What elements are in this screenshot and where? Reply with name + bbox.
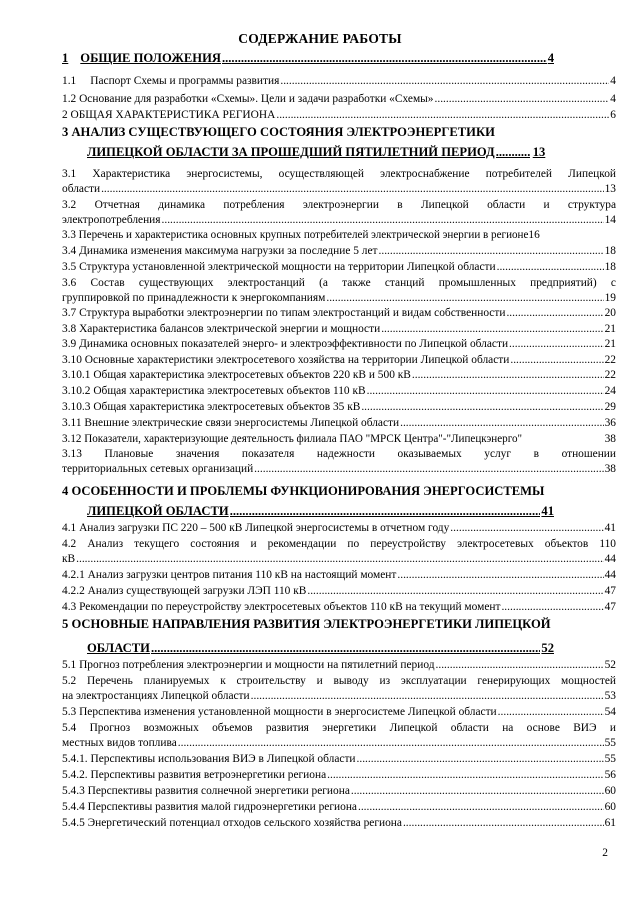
dot-leader bbox=[501, 601, 603, 614]
dot-leader bbox=[381, 323, 603, 336]
toc-entry[interactable] bbox=[62, 338, 616, 351]
toc-entry-text: 5.3 Перспектива изменения установленной мощности в энергосистеме Липецкой области bbox=[62, 706, 497, 718]
toc-entry-page: 61 bbox=[604, 817, 616, 829]
toc-entry[interactable] bbox=[62, 199, 616, 227]
toc-entry-text-line1: 5.2 Перечень планируемых к строительству и выводу из эксплуатации генерирующих мощностей bbox=[62, 675, 616, 687]
dot-leader bbox=[101, 183, 604, 196]
toc-entry-text: 3.9 Динамика основных показателей энерго- и электроэффективности по Липецкой области bbox=[62, 338, 509, 350]
toc-entry-text: 3.5 Структура установленной электрической мощности на территории Липецкой области bbox=[62, 261, 496, 273]
toc-entry-page: 13 bbox=[532, 145, 546, 159]
toc-entry-page: 4 bbox=[610, 93, 616, 105]
toc-entry-text-line2: местных видов топлива bbox=[62, 737, 177, 749]
toc-entry-page: 18 bbox=[604, 245, 616, 257]
dot-leader bbox=[497, 261, 604, 274]
toc-entry-page: 20 bbox=[604, 307, 616, 319]
toc-entry-page: 47 bbox=[604, 601, 616, 613]
toc-entry[interactable] bbox=[62, 125, 616, 160]
toc-entry[interactable] bbox=[62, 51, 616, 66]
toc-entry-text: 5.4.4 Перспективы развития малой гидроэнергетики региона bbox=[62, 801, 357, 813]
toc-entry[interactable] bbox=[62, 417, 616, 430]
dot-leader bbox=[506, 307, 603, 320]
toc-entry-text: 4.1 Анализ загрузки ПС 220 – 500 кВ Липецкой энергосистемы в отчетном году bbox=[62, 522, 450, 534]
toc-entry-text: 3.3 Перечень и характеристика основных крупных потребителей электрической энергии в регионе bbox=[62, 229, 529, 241]
dot-leader bbox=[326, 292, 603, 305]
toc-entry-number: 1 bbox=[62, 51, 69, 65]
dot-leader bbox=[230, 504, 541, 519]
toc-entry-page: 14 bbox=[604, 214, 616, 226]
toc-entry-page: 29 bbox=[604, 401, 616, 413]
toc-entry[interactable] bbox=[62, 769, 616, 782]
toc-entry[interactable] bbox=[62, 385, 616, 398]
toc-entry[interactable] bbox=[62, 538, 616, 566]
dot-leader bbox=[450, 522, 603, 535]
dot-leader bbox=[76, 553, 603, 566]
toc-entry-page: 4 bbox=[547, 51, 554, 65]
toc-entry[interactable] bbox=[62, 261, 616, 274]
dot-leader bbox=[367, 385, 604, 398]
toc-entry-page: 4 bbox=[610, 75, 616, 87]
toc-entry[interactable] bbox=[62, 109, 616, 122]
toc-entry-text-line2: электропотребления bbox=[62, 214, 161, 226]
toc-entry[interactable] bbox=[62, 354, 616, 367]
toc-entry-text-line1: 4.2 Анализ текущего состояния и рекомендации по переустройству электросетевых объектов 110 bbox=[62, 538, 616, 550]
toc-entry[interactable] bbox=[62, 585, 616, 598]
toc-entry-page: 13 bbox=[604, 183, 616, 195]
toc-entry-page: 47 bbox=[604, 585, 616, 597]
toc-entry-text-line2: территориальных сетевых организаций bbox=[62, 463, 254, 475]
toc-entry-page: 16 bbox=[528, 229, 540, 241]
toc-entry-page: 36 bbox=[604, 417, 616, 429]
toc-entry-page: 44 bbox=[604, 553, 616, 565]
toc-entry-text: 3.4 Динамика изменения максимума нагрузки за последние 5 лет bbox=[62, 245, 378, 257]
toc-entry[interactable] bbox=[62, 753, 616, 766]
toc-entry-page: 22 bbox=[604, 354, 616, 366]
toc-entry-text: 5.4.2. Перспективы развития ветроэнергетики региона bbox=[62, 769, 327, 781]
toc-entry-text-line1: 3 АНАЛИЗ СУЩЕСТВУЮЩЕГО СОСТОЯНИЯ ЭЛЕКТРОЭНЕРГЕТИКИ bbox=[62, 125, 495, 139]
toc-entry-text: 3.10.2 Общая характеристика электросетевых объектов 110 кВ bbox=[62, 385, 366, 397]
toc-entry-page: 52 bbox=[604, 659, 616, 671]
toc-entry[interactable] bbox=[62, 601, 616, 614]
toc-entry-text-line2: кВ bbox=[62, 553, 76, 565]
toc-entry[interactable] bbox=[62, 401, 616, 414]
toc-entry-text-line2: группировкой по принадлежности к энергокомпаниям bbox=[62, 292, 326, 304]
toc-entry-page: 38 bbox=[604, 463, 616, 475]
toc-entry[interactable] bbox=[62, 277, 616, 305]
toc-entry[interactable] bbox=[62, 722, 616, 750]
toc-entry[interactable] bbox=[62, 569, 616, 582]
dot-leader bbox=[400, 417, 604, 430]
toc-entry-text: 3.8 Характеристика балансов электрической энергии и мощности bbox=[62, 323, 381, 335]
dot-leader bbox=[496, 145, 530, 160]
toc-entry-page: 21 bbox=[604, 338, 616, 350]
page-title: СОДЕРЖАНИЕ РАБОТЫ bbox=[238, 31, 402, 46]
toc-entry-page: 6 bbox=[610, 109, 616, 121]
dot-leader bbox=[280, 75, 609, 88]
toc-entry-page: 18 bbox=[604, 261, 616, 273]
toc-entry-text: 2 ОБЩАЯ ХАРАКТЕРИСТИКА РЕГИОНА bbox=[62, 109, 276, 121]
toc-entry-text-line1: 5.4 Прогноз возможных объемов развития энергетики Липецкой области на основе ВИЭ и bbox=[62, 722, 616, 734]
dot-leader bbox=[435, 93, 610, 106]
dot-leader bbox=[357, 753, 604, 766]
dot-leader bbox=[436, 659, 604, 672]
dot-leader bbox=[412, 369, 604, 382]
dot-leader bbox=[151, 641, 540, 656]
dot-leader bbox=[510, 354, 603, 367]
toc-entry[interactable] bbox=[62, 323, 616, 336]
toc-entry-text: 3.10.3 Общая характеристика электросетевых объектов 35 кВ bbox=[62, 401, 361, 413]
toc-entry[interactable] bbox=[62, 706, 616, 719]
toc-entry[interactable] bbox=[62, 785, 616, 798]
toc-entry[interactable] bbox=[62, 307, 616, 320]
toc-entry-page: 24 bbox=[604, 385, 616, 397]
toc-entry-page: 21 bbox=[604, 323, 616, 335]
dot-leader bbox=[379, 245, 604, 258]
toc-entry-text-line1: 3.6 Состав существующих электростанций (а также станций промышленных предприятий) с bbox=[62, 277, 616, 289]
toc-entry-text: 3.12 Показатели, характеризующие деятельность филиала ПАО "МРСК Центра"-"Липецкэнерго" bbox=[62, 433, 523, 445]
toc-entry[interactable] bbox=[62, 433, 616, 446]
toc-entry[interactable] bbox=[62, 245, 616, 258]
toc-entry-text-line1: 4 ОСОБЕННОСТИ И ПРОБЛЕМЫ ФУНКЦИОНИРОВАНИЯ ЭНЕРГОСИСТЕМЫ bbox=[62, 484, 545, 498]
toc-entry-text: 3.7 Структура выработки электроэнергии по типам электростанций и видам собственности bbox=[62, 307, 506, 319]
toc-entry[interactable] bbox=[62, 801, 616, 814]
toc-entry-text-line1: 5 ОСНОВНЫЕ НАПРАВЛЕНИЯ РАЗВИТИЯ ЭЛЕКТРОЭНЕРГЕТИКИ ЛИПЕЦКОЙ bbox=[62, 617, 551, 631]
toc-entry-text-line2: ОБЛАСТИ bbox=[87, 641, 150, 655]
toc-entry-text: 5.1 Прогноз потребления электроэнергии и мощности на пятилетний период bbox=[62, 659, 435, 671]
toc-entry-text: 5.4.1. Перспективы использования ВИЭ в Липецкой области bbox=[62, 753, 356, 765]
toc-entry-text: 4.2.1 Анализ загрузки центров питания 110 кВ на настоящий момент bbox=[62, 569, 397, 581]
toc-entry[interactable] bbox=[62, 817, 616, 830]
dot-leader bbox=[498, 706, 604, 719]
toc-entry-text-line1: 3.13 Плановые значения показателя надежности оказываемых услуг в отношении bbox=[62, 448, 616, 460]
toc-entry-page: 52 bbox=[541, 641, 554, 655]
toc-entry[interactable] bbox=[62, 369, 616, 382]
page-number: 2 bbox=[602, 847, 608, 859]
dot-leader bbox=[403, 817, 604, 830]
dot-leader bbox=[254, 463, 603, 476]
toc-entry-text-line2: ЛИПЕЦКОЙ ОБЛАСТИ ЗА ПРОШЕДШИЙ ПЯТИЛЕТНИЙ ПЕРИОД bbox=[87, 145, 495, 159]
toc-entry-text: 4.2.2 Анализ существующей загрузки ЛЭП 110 кВ bbox=[62, 585, 307, 597]
dot-leader bbox=[276, 109, 609, 122]
toc-entry-page: 53 bbox=[604, 690, 616, 702]
dot-leader bbox=[397, 569, 603, 582]
toc-entry-page: 55 bbox=[604, 753, 616, 765]
toc-entry-page: 41 bbox=[604, 522, 616, 534]
toc-entry-text: 1.2 Основание для разработки «Схемы». Цели и задачи разработки «Схемы» bbox=[62, 93, 434, 105]
toc-entry[interactable] bbox=[62, 75, 616, 88]
toc-entry-text-line2: области bbox=[62, 183, 101, 195]
toc-entry[interactable] bbox=[62, 659, 616, 672]
dot-leader bbox=[162, 214, 604, 227]
toc-entry[interactable] bbox=[62, 229, 616, 242]
toc-entry-text: 3.10.1 Общая характеристика электросетевых объектов 220 кВ и 500 кВ bbox=[62, 369, 411, 381]
dot-leader bbox=[358, 801, 604, 814]
toc-entry-number: 1.1 bbox=[62, 75, 77, 87]
toc-entry-text: 5.4.5 Энергетический потенциал отходов сельского хозяйства региона bbox=[62, 817, 402, 829]
dot-leader bbox=[178, 737, 604, 750]
toc-entry-page: 41 bbox=[541, 504, 554, 518]
dot-leader bbox=[509, 338, 604, 351]
toc-entry-page: 60 bbox=[604, 801, 616, 813]
toc-entry[interactable] bbox=[62, 484, 616, 519]
toc-entry-text: Паспорт Схемы и программы развития bbox=[90, 75, 280, 87]
toc-entry-page: 55 bbox=[604, 737, 616, 749]
toc-entry-page: 54 bbox=[604, 706, 616, 718]
toc-entry-page: 60 bbox=[604, 785, 616, 797]
dot-leader bbox=[307, 585, 603, 598]
toc-entry-page: 38 bbox=[604, 433, 616, 445]
toc-entry[interactable] bbox=[62, 617, 616, 656]
toc-entry-page: 56 bbox=[604, 769, 616, 781]
toc-entry-text-line1: 3.2 Отчетная динамика потребления электроэнергии в Липецкой области и структура bbox=[62, 199, 616, 211]
toc-entry-page: 19 bbox=[604, 292, 616, 304]
dot-leader bbox=[222, 51, 547, 66]
toc-entry[interactable] bbox=[62, 675, 616, 703]
dot-leader bbox=[327, 769, 603, 782]
toc-entry[interactable] bbox=[62, 93, 616, 106]
dot-leader bbox=[361, 401, 603, 414]
dot-leader bbox=[351, 785, 604, 798]
toc-entry-page: 22 bbox=[604, 369, 616, 381]
toc-entry-page: 44 bbox=[604, 569, 616, 581]
toc-entry-text-line2: ЛИПЕЦКОЙ ОБЛАСТИ bbox=[87, 504, 229, 518]
toc-entry-text: 3.11 Внешние электрические связи энергосистемы Липецкой области bbox=[62, 417, 400, 429]
dot-leader bbox=[251, 690, 604, 703]
toc-entry[interactable] bbox=[62, 448, 616, 476]
toc-entry-text-line1: 3.1 Характеристика энергосистемы, осуществляющей электроснабжение потребителей Липецкой bbox=[62, 168, 616, 180]
toc-entry[interactable] bbox=[62, 168, 616, 196]
toc-entry[interactable] bbox=[62, 522, 616, 535]
toc-entry-text-line2: на электростанциях Липецкой области bbox=[62, 690, 250, 702]
toc-entry-text: 5.4.3 Перспективы развития солнечной энергетики региона bbox=[62, 785, 350, 797]
toc-entry-text: ОБЩИЕ ПОЛОЖЕНИЯ bbox=[80, 51, 221, 65]
toc-entry-text: 4.3 Рекомендации по переустройству электросетевых объектов 110 кВ на текущий момент bbox=[62, 601, 501, 613]
toc-entry-text: 3.10 Основные характеристики электросетевого хозяйства на территории Липецкой области bbox=[62, 354, 510, 366]
